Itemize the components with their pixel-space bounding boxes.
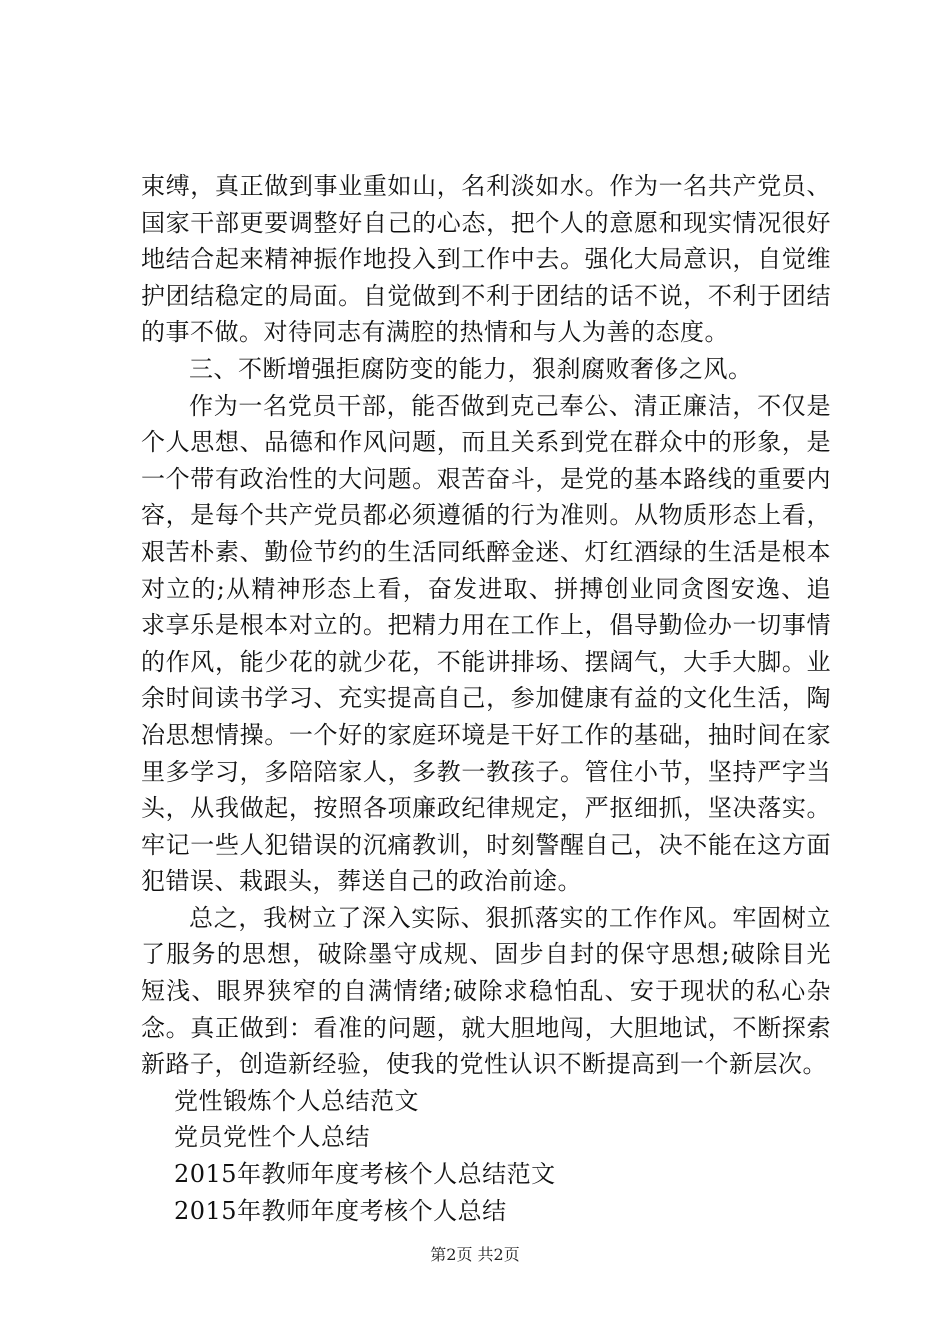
related-article-link[interactable]: 2015年教师年度考核个人总结 xyxy=(174,1196,507,1225)
related-article-link[interactable]: 2015年教师年度考核个人总结范文 xyxy=(174,1160,556,1189)
paragraph-continuation: 束缚，真正做到事业重如山，名利淡如水。作为一名共产党员、国家干部更要调整好自己的心态，把个人的意愿和现实情况很好地结合起来精神振作地投入到工作中去。强化大局意识，自觉维护团结稳定的局面。自觉做到不利于团结的话不说，不利于团结的事不做。对待同志有满腔的热情和与人为善的态度。 xyxy=(141,172,831,347)
related-article-link[interactable]: 党员党性个人总结 xyxy=(174,1123,370,1152)
paragraph-conclusion: 总之，我树立了深入实际、狠抓落实的工作作风。牢固树立了服务的思想，破除墨守成规、固步自封的保守思想;破除目光短浅、眼界狭窄的自满情绪;破除求稳怕乱、安于现状的私心杂念。真正做到：看准的问题，就大胆地闯，大胆地试，不断探索新路子，创造新经验，使我的党性认识不断提高到一个新层次。 xyxy=(141,903,831,1079)
related-article-link[interactable]: 党性锻炼个人总结范文 xyxy=(174,1086,419,1115)
section-heading: 三、不断增强拒腐防变的能力，狠刹腐败奢侈之风。 xyxy=(189,354,753,383)
document-body xyxy=(141,168,831,1229)
paragraph-integrity: 作为一名党员干部，能否做到克己奉公、清正廉洁，不仅是个人思想、品德和作风问题，而且关系到党在群众中的形象，是一个带有政治性的大问题。艰苦奋斗，是党的基本路线的重要内容，是每个共产党员都必须遵循的行为准则。从物质形态上看，艰苦朴素、勤俭节约的生活同纸醉金迷、灯红酒绿的生活是根本对立的;从精神形态上看，奋发进取、拼搏创业同贪图安逸、追求享乐是根本对立的。把精力用在工作上，倡导勤俭办一切事情的作风，能少花的就少花，不能讲排场、摆阔气，大手大脚。业余时间读书学习、充实提高自己，参加健康有益的文化生活，陶冶思想情操。一个好的家庭环境是干好工作的基础，抽时间在家里多学习，多陪陪家人，多教一教孩子。管住小节，坚持严字当头，从我做起，按照各项廉政纪律规定，严抠细抓，坚决落实。牢记一些人犯错误的沉痛教训，时刻警醒自己，决不能在这方面犯错误、栽跟头，葬送自己的政治前途。 xyxy=(141,391,831,896)
page-number-footer: 第2页 共2页 xyxy=(430,1245,520,1264)
related-articles-list xyxy=(141,1083,831,1229)
